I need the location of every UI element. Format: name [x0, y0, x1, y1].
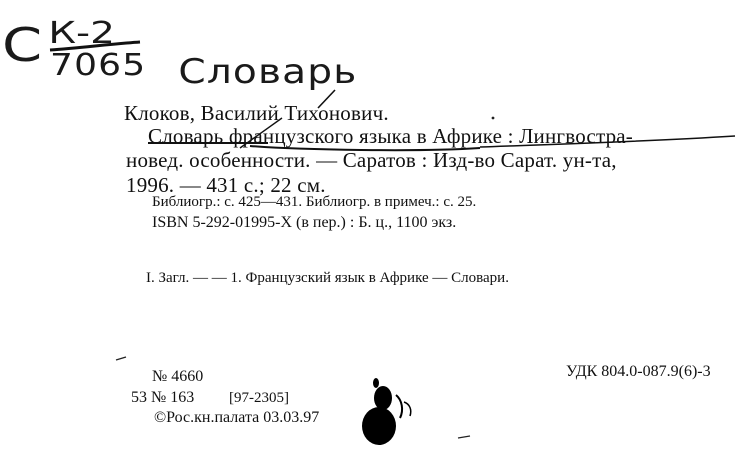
author-line: Клоков, Василий Тихонович. — [124, 101, 389, 125]
udc-code: УДК 804.0-087.9(6)-3 — [566, 363, 711, 380]
shelfmark-top: К-2 — [48, 16, 115, 51]
shelfmark-prefix: С — [1, 18, 43, 72]
title-line-3: 1996. — 431 с.; 22 см. — [126, 173, 326, 197]
subject-tracing: I. Загл. — — 1. Французский язык в Африке — Словари. — [146, 270, 509, 286]
title-line-2: новед. особенности. — Саратов : Изд-во Сарат. ун-та, — [126, 148, 617, 172]
print-code: [97-2305] — [229, 390, 289, 406]
order-number: 53 № 163 — [131, 389, 195, 406]
ink-blot — [362, 378, 411, 445]
title-line-1: Словарь французского языка в Африке : Лингвостра- — [148, 124, 633, 148]
isbn-line: ISBN 5-292-01995-X (в пер.) : Б. ц., 1100 экз. — [152, 214, 457, 231]
book-chamber-stamp: ©Рос.кн.палата 03.03.97 — [154, 409, 320, 426]
card-number: № 4660 — [152, 368, 204, 385]
shelfmark-bottom: 7065 — [49, 48, 147, 83]
bibliography-note: Библиогр.: с. 425—431. Библиогр. в примеч.: с. 25. — [152, 194, 477, 210]
handwritten-title-note: Словарь — [178, 52, 358, 92]
